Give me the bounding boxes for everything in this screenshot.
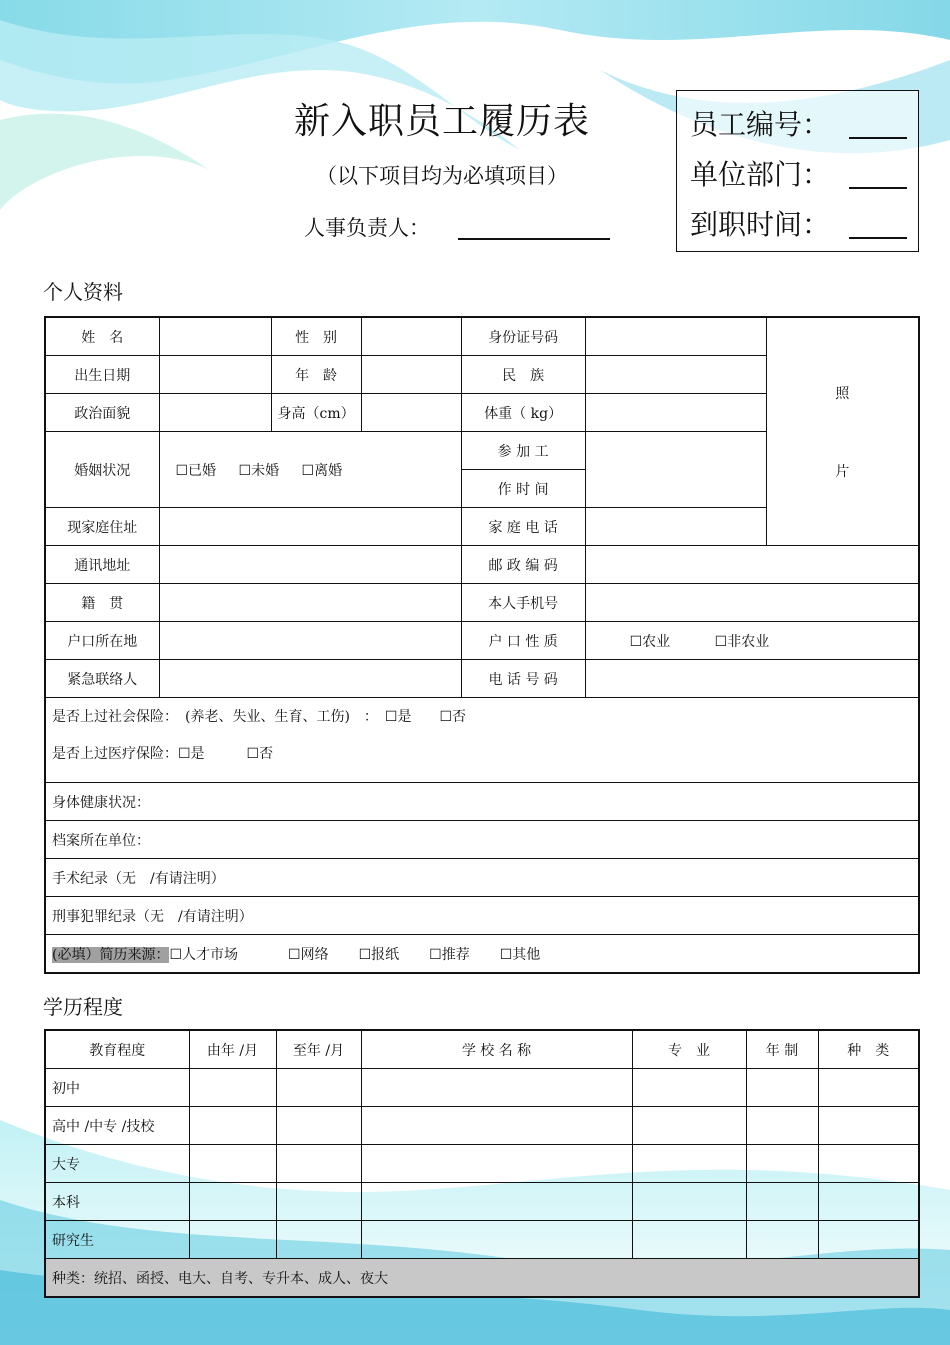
ethnicity-field[interactable] xyxy=(585,356,766,394)
surgery-field[interactable]: 手术纪录（无 /有请注明） xyxy=(45,859,919,897)
resume-source-label: (必填）简历来源： xyxy=(52,946,170,963)
section-personal-title: 个人资料 xyxy=(43,280,123,304)
col-header: 学 校 名 称 xyxy=(361,1030,632,1069)
name-field[interactable] xyxy=(159,317,271,356)
gender-label: 性 别 xyxy=(271,317,361,356)
photo-label-2: 片 xyxy=(835,463,850,480)
table-row xyxy=(45,821,919,859)
section-education-title: 学历程度 xyxy=(43,995,123,1019)
table-row xyxy=(45,1145,919,1183)
social-insurance-question[interactable]: 是否上过社会保险： (养老、失业、生育、工伤) ： ☐是 ☐否 xyxy=(52,709,467,725)
age-label: 年 龄 xyxy=(271,356,361,394)
col-header: 种 类 xyxy=(818,1030,919,1069)
table-cell[interactable] xyxy=(189,1107,276,1145)
table-cell[interactable] xyxy=(361,1145,632,1183)
department-label: 单位部门： xyxy=(690,158,831,191)
non-agricultural-checkbox[interactable]: ☐非农业 xyxy=(714,633,770,650)
mobile-field[interactable] xyxy=(585,584,919,622)
table-cell[interactable] xyxy=(361,1221,632,1259)
marital-label: 婚姻状况 xyxy=(45,432,159,508)
source-other-checkbox[interactable]: ☐其他 xyxy=(499,946,541,963)
table-row xyxy=(45,1107,919,1145)
col-header: 教育程度 xyxy=(45,1030,189,1069)
col-header: 年 制 xyxy=(746,1030,818,1069)
education-level-label: 高中 /中专 /技校 xyxy=(45,1107,189,1145)
table-row xyxy=(45,859,919,897)
table-row xyxy=(45,1183,919,1221)
source-referral-checkbox[interactable]: ☐推荐 xyxy=(429,946,470,963)
marital-options xyxy=(159,432,461,508)
birth-date-label: 出生日期 xyxy=(45,356,159,394)
source-network-checkbox[interactable]: ☐网络 xyxy=(288,946,329,963)
table-row xyxy=(45,622,919,660)
home-address-label: 现家庭住址 xyxy=(45,508,159,546)
employee-id-box xyxy=(676,90,919,252)
table-row xyxy=(45,1069,919,1107)
criminal-field[interactable]: 刑事犯罪纪录（无 /有请注明） xyxy=(45,897,919,935)
native-place-field[interactable] xyxy=(159,584,461,622)
ethnicity-label: 民 族 xyxy=(461,356,585,394)
home-phone-label: 家 庭 电 话 xyxy=(461,508,585,546)
mail-address-field[interactable] xyxy=(159,546,461,584)
id-number-field[interactable] xyxy=(585,317,766,356)
education-level-label: 初中 xyxy=(45,1069,189,1107)
table-cell[interactable] xyxy=(361,1183,632,1221)
mail-address-label: 通讯地址 xyxy=(45,546,159,584)
form-subtitle: （以下项目均为必填项目） xyxy=(316,164,568,188)
hukou-type-options xyxy=(585,622,919,660)
table-cell[interactable] xyxy=(276,1183,361,1221)
employee-no-field[interactable] xyxy=(849,137,907,139)
table-cell[interactable] xyxy=(746,1107,818,1145)
table-cell[interactable] xyxy=(632,1069,746,1107)
archive-unit-field[interactable]: 档案所在单位： xyxy=(45,821,919,859)
mobile-label: 本人手机号 xyxy=(461,584,585,622)
table-cell[interactable] xyxy=(189,1069,276,1107)
agricultural-checkbox[interactable]: ☐农业 xyxy=(629,633,671,650)
height-field[interactable] xyxy=(361,394,461,432)
table-row xyxy=(45,783,919,821)
insurance-cell xyxy=(45,698,919,783)
table-cell[interactable] xyxy=(818,1183,919,1221)
table-cell[interactable] xyxy=(632,1107,746,1145)
education-type-note: 种类：统招、函授、电大、自考、专升本、成人、夜大 xyxy=(45,1259,919,1298)
hr-responsible-label: 人事负责人： xyxy=(304,216,430,240)
table-row xyxy=(45,317,919,356)
join-date-label: 到职时间： xyxy=(690,208,831,241)
table-cell[interactable] xyxy=(746,1069,818,1107)
gender-field[interactable] xyxy=(361,317,461,356)
table-row xyxy=(45,897,919,935)
name-label: 姓 名 xyxy=(45,317,159,356)
personal-info-table xyxy=(44,316,920,974)
table-cell[interactable] xyxy=(189,1145,276,1183)
hukou-place-field[interactable] xyxy=(159,622,461,660)
emergency-contact-label: 紧急联络人 xyxy=(45,660,159,698)
height-label: 身高（cm） xyxy=(271,394,361,432)
hukou-place-label: 户口所在地 xyxy=(45,622,159,660)
table-cell[interactable] xyxy=(276,1145,361,1183)
education-level-label: 研究生 xyxy=(45,1221,189,1259)
birth-date-field[interactable] xyxy=(159,356,271,394)
work-start-field[interactable] xyxy=(585,432,766,508)
table-row xyxy=(45,1221,919,1259)
hukou-type-label: 户 口 性 质 xyxy=(461,622,585,660)
table-row xyxy=(45,584,919,622)
home-address-field[interactable] xyxy=(159,508,461,546)
table-cell[interactable] xyxy=(632,1145,746,1183)
table-cell[interactable] xyxy=(361,1107,632,1145)
education-level-label: 大专 xyxy=(45,1145,189,1183)
health-field[interactable]: 身体健康状况： xyxy=(45,783,919,821)
source-newspaper-checkbox[interactable]: ☐报纸 xyxy=(358,946,400,963)
phone-number-label: 电 话 号 码 xyxy=(461,660,585,698)
married-checkbox[interactable]: ☐已婚 xyxy=(175,462,217,479)
table-cell[interactable] xyxy=(746,1145,818,1183)
col-header: 由年 /月 xyxy=(189,1030,276,1069)
education-level-label: 本科 xyxy=(45,1183,189,1221)
table-cell[interactable] xyxy=(361,1069,632,1107)
employee-no-label: 员工编号： xyxy=(690,108,831,141)
home-phone-field[interactable] xyxy=(585,508,766,546)
postcode-label: 邮 政 编 码 xyxy=(461,546,585,584)
photo-label-1: 照 xyxy=(835,385,850,402)
table-footer-row xyxy=(45,1259,919,1298)
table-cell[interactable] xyxy=(189,1183,276,1221)
political-label: 政治面貌 xyxy=(45,394,159,432)
table-row xyxy=(45,546,919,584)
id-number-label: 身份证号码 xyxy=(461,317,585,356)
join-date-field[interactable] xyxy=(849,237,907,239)
table-cell[interactable] xyxy=(276,1107,361,1145)
unmarried-checkbox[interactable]: ☐未婚 xyxy=(238,462,280,479)
divorced-checkbox[interactable]: ☐离婚 xyxy=(301,462,343,479)
photo-area[interactable] xyxy=(766,317,919,546)
table-cell[interactable] xyxy=(632,1183,746,1221)
table-cell[interactable] xyxy=(276,1221,361,1259)
table-header-row xyxy=(45,1030,919,1069)
weight-field[interactable] xyxy=(585,394,766,432)
work-start-label-1: 参 加 工 xyxy=(461,432,585,470)
table-row xyxy=(45,698,919,783)
emergency-contact-field[interactable] xyxy=(159,660,461,698)
table-row xyxy=(45,660,919,698)
col-header: 至年 /月 xyxy=(276,1030,361,1069)
resume-source-row xyxy=(45,935,919,974)
table-cell[interactable] xyxy=(818,1145,919,1183)
col-header: 专 业 xyxy=(632,1030,746,1069)
education-table xyxy=(44,1029,920,1298)
table-cell[interactable] xyxy=(276,1069,361,1107)
table-row xyxy=(45,935,919,974)
age-field[interactable] xyxy=(361,356,461,394)
weight-label: 体重（ kg） xyxy=(461,394,585,432)
political-field[interactable] xyxy=(159,394,271,432)
native-place-label: 籍 贯 xyxy=(45,584,159,622)
table-cell[interactable] xyxy=(818,1221,919,1259)
work-start-label-2: 作 时 间 xyxy=(461,470,585,508)
table-cell[interactable] xyxy=(818,1069,919,1107)
table-cell[interactable] xyxy=(189,1221,276,1259)
hr-responsible-field[interactable] xyxy=(458,238,610,240)
department-field[interactable] xyxy=(849,187,907,189)
table-cell[interactable] xyxy=(746,1183,818,1221)
medical-insurance-question[interactable]: 是否上过医疗保险：☐是 ☐否 xyxy=(52,746,274,762)
source-talent-market-checkbox[interactable]: ☐人才市场 xyxy=(169,946,239,963)
phone-number-field[interactable] xyxy=(585,660,919,698)
postcode-field[interactable] xyxy=(585,546,919,584)
table-cell[interactable] xyxy=(818,1107,919,1145)
table-cell[interactable] xyxy=(632,1221,746,1259)
form-title: 新入职员工履历表 xyxy=(294,101,591,142)
table-cell[interactable] xyxy=(746,1221,818,1259)
